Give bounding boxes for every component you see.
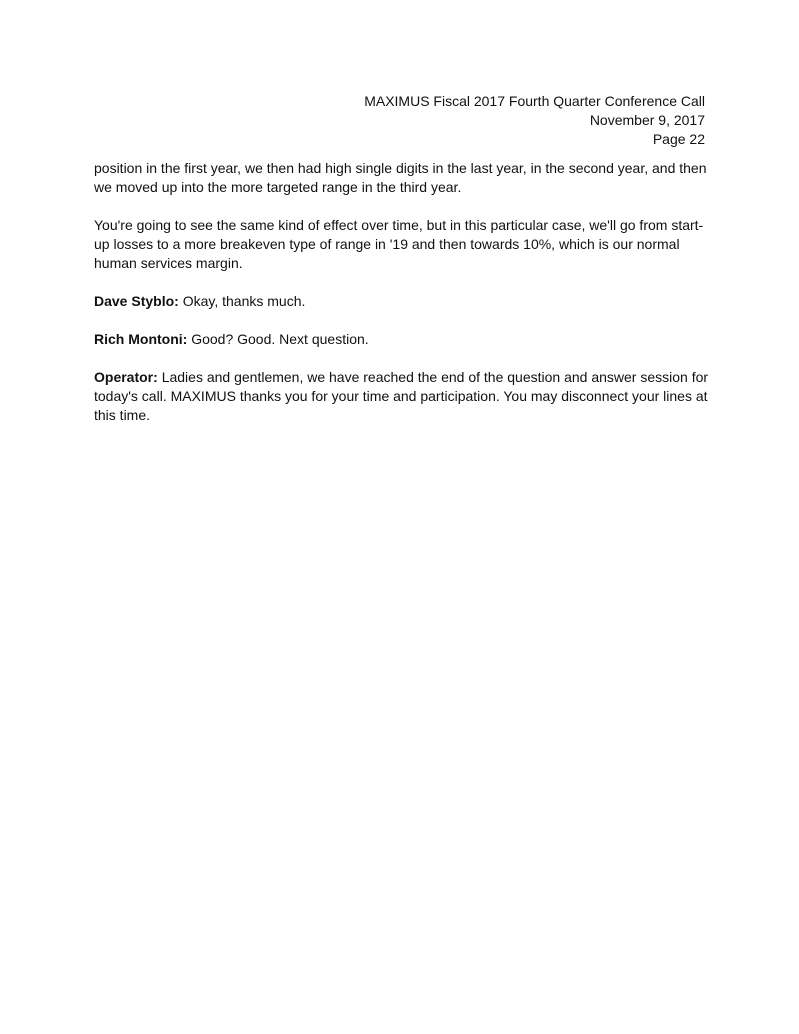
paragraph-text: You're going to see the same kind of effect over time, but in this particular case, we'll go from start-up losses to a more breakeven type of range in '19 and then towards 10%, which is our normal human services margin.: [94, 217, 704, 271]
paragraph-text: Okay, thanks much.: [182, 293, 306, 309]
speaker-name: Dave Styblo:: [94, 293, 179, 309]
speaker-name: Rich Montoni:: [94, 331, 188, 347]
paragraph-text: Ladies and gentlemen, we have reached the end of the question and answer session for today's call. MAXIMUS thanks you for your time and participation. You may disconnect your lines at this time.: [94, 369, 709, 423]
transcript-paragraph: [94, 368, 714, 425]
transcript-paragraph: [94, 216, 714, 273]
header-title: MAXIMUS Fiscal 2017 Fourth Quarter Conference Call: [364, 93, 705, 109]
paragraph-text: Good? Good. Next question.: [191, 331, 369, 347]
transcript-paragraph: [94, 292, 714, 311]
header-date: November 9, 2017: [589, 112, 705, 128]
paragraph-text: position in the first year, we then had high single digits in the last year, in the second year, and then we moved up into the more targeted range in the third year.: [94, 160, 707, 195]
speaker-name: Operator:: [94, 369, 158, 385]
transcript-paragraph: [94, 330, 714, 349]
transcript-paragraph: [94, 159, 714, 197]
page-header: [364, 92, 705, 149]
header-page-number: Page 22: [652, 131, 705, 147]
transcript-body: [94, 159, 714, 444]
